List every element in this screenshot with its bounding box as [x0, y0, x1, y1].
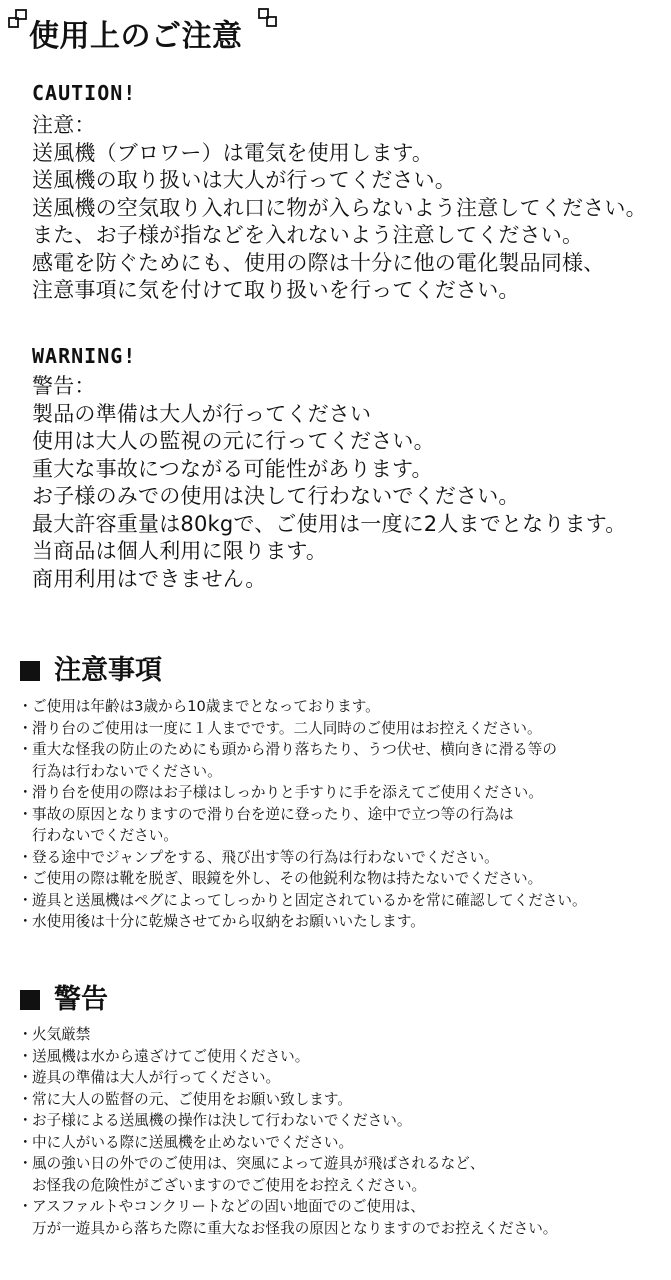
- bullet-dot: ・: [18, 1133, 33, 1151]
- warning-line: 商用利用はできません。: [32, 566, 267, 591]
- bullet-dot: ・: [18, 870, 33, 887]
- notes-list: [18, 696, 668, 933]
- window-bracket-icon: [258, 8, 278, 28]
- list-item-text: 送風機は水から遠ざけてご使用ください。: [32, 1047, 310, 1065]
- list-item: [18, 911, 668, 933]
- caution-line: 送風機の空気取り入れ口に物が入らないよう注意してください。: [32, 195, 647, 220]
- list-item-text: お子様による送風機の操作は決して行わないでください。: [32, 1112, 412, 1129]
- notes-heading: [20, 654, 162, 688]
- page-header: [0, 0, 671, 70]
- square-bullet-icon: [20, 661, 40, 681]
- list-item-text: 事故の原因となりますので滑り台を逆に登ったり、途中で立つ等の行為は: [32, 805, 514, 823]
- warning-line: 最大許容重量は80kgで、ご使用は一度に2人までとなります。: [32, 511, 627, 536]
- window-bracket-icon: [8, 9, 28, 29]
- warning-block: [32, 343, 668, 593]
- list-item-text: 滑り台のご使用は一度に１人までです。二人同時のご使用はお控えください。: [32, 719, 542, 737]
- bullet-dot: ・: [18, 891, 33, 909]
- list-item-text: 行為は行わないでください。: [32, 762, 222, 780]
- bullet-dot: ・: [18, 1069, 33, 1086]
- list-item: [18, 718, 668, 740]
- caution-label: CAUTION!: [32, 81, 137, 105]
- bullet-dot: ・: [18, 1090, 33, 1108]
- list-item: [18, 782, 668, 804]
- list-item-text: 滑り台を使用の際はお子様はしっかりと手すりに手を添えてご使用ください。: [32, 784, 543, 801]
- warning-line: 使用は大人の監視の元に行ってください。: [32, 429, 435, 453]
- warning-line: 製品の準備は大人が行ってください: [32, 401, 372, 426]
- list-item: [18, 868, 668, 890]
- bullet-dot: ・: [18, 784, 33, 801]
- caution-line: また、お子様が指などを入れないよう注意してください。: [32, 223, 584, 247]
- square-bullet-icon: [20, 990, 40, 1010]
- list-item-text: ご使用の際は靴を脱ぎ、眼鏡を外し、その他鋭利な物は持たないでください。: [32, 870, 543, 887]
- list-item: [18, 696, 668, 718]
- warnings-heading: [20, 983, 108, 1017]
- bullet-dot: ・: [18, 848, 33, 866]
- warning-line: 当商品は個人利用に限ります。: [32, 539, 328, 563]
- bullet-dot: ・: [18, 1155, 33, 1172]
- list-item-text: 遊具の準備は大人が行ってください。: [32, 1069, 281, 1086]
- caution-line: 感電を防ぐためにも、使用の際は十分に他の電化製品同様、: [32, 250, 605, 275]
- notes-heading-text: 注意事項: [54, 655, 162, 686]
- caution-block: [32, 80, 668, 305]
- list-item-text: 風の強い日の外でのご使用は、突風によって遊具が飛ばされるなど、: [32, 1155, 485, 1172]
- list-item: [18, 1110, 668, 1132]
- caution-line: 送風機の取り扱いは大人が行ってください。: [32, 168, 456, 192]
- bullet-dot: ・: [18, 805, 33, 823]
- list-item-text: アスファルトやコンクリートなどの固い地面でのご使用は、: [32, 1198, 425, 1215]
- list-item: [18, 804, 668, 847]
- list-item-text: 中に人がいる際に送風機を止めないでください。: [32, 1133, 354, 1151]
- list-item-text: 重大な怪我の防止のためにも頭から滑り落ちたり、うつ伏せ、横向きに滑る等の: [32, 741, 557, 758]
- list-item-text: 火気厳禁: [32, 1026, 91, 1043]
- bullet-dot: ・: [18, 698, 33, 715]
- bullet-dot: ・: [18, 1198, 33, 1215]
- list-item-text: 遊具と送風機はペグによってしっかりと固定されているかを常に確認してください。: [32, 891, 587, 909]
- bullet-dot: ・: [18, 741, 33, 758]
- bullet-dot: ・: [18, 913, 33, 930]
- bullet-dot: ・: [18, 719, 33, 737]
- list-item: [18, 1024, 668, 1046]
- warning-line: お子様のみでの使用は決して行わないでください。: [32, 484, 520, 508]
- warning-label: WARNING!: [32, 344, 137, 368]
- list-item: [18, 1046, 668, 1068]
- list-item: [18, 1153, 668, 1196]
- bullet-dot: ・: [18, 1026, 33, 1043]
- warnings-heading-text: 警告: [54, 984, 108, 1015]
- list-item: [18, 1196, 668, 1239]
- warnings-list: [18, 1024, 668, 1239]
- caution-line: 送風機（ブロワー）は電気を使用します。: [32, 140, 434, 165]
- warning-line: 警告：: [32, 374, 96, 398]
- list-item: [18, 1132, 668, 1154]
- list-item-text: 水使用後は十分に乾燥させてから収納をお願いいたします。: [32, 913, 425, 930]
- caution-line: 注意：: [32, 113, 96, 137]
- list-item-text: 行わないでください。: [32, 827, 178, 844]
- list-item: [18, 1089, 668, 1111]
- bullet-dot: ・: [18, 1112, 33, 1129]
- list-item-text: 登る途中でジャンプをする、飛び出す等の行為は行わないでください。: [32, 848, 499, 866]
- bullet-dot: ・: [18, 1047, 33, 1065]
- list-item-text: 万が一遊具から落ちた際に重大なお怪我の原因となりますのでお控えください。: [32, 1219, 558, 1237]
- list-item-text: 常に大人の監督の元、ご使用をお願い致します。: [32, 1090, 352, 1108]
- caution-line: 注意事項に気を付けて取り扱いを行ってください。: [32, 278, 520, 302]
- page-title: 使用上のご注意: [29, 19, 243, 54]
- list-item: [18, 890, 668, 912]
- list-item-text: ご使用は年齢は3歳から10歳までとなっております。: [32, 698, 380, 715]
- list-item: [18, 1067, 668, 1089]
- list-item: [18, 739, 668, 782]
- list-item-text: お怪我の危険性がございますのでご使用をお控えください。: [32, 1176, 427, 1194]
- list-item: [18, 847, 668, 869]
- warning-line: 重大な事故につながる可能性があります。: [32, 456, 433, 481]
